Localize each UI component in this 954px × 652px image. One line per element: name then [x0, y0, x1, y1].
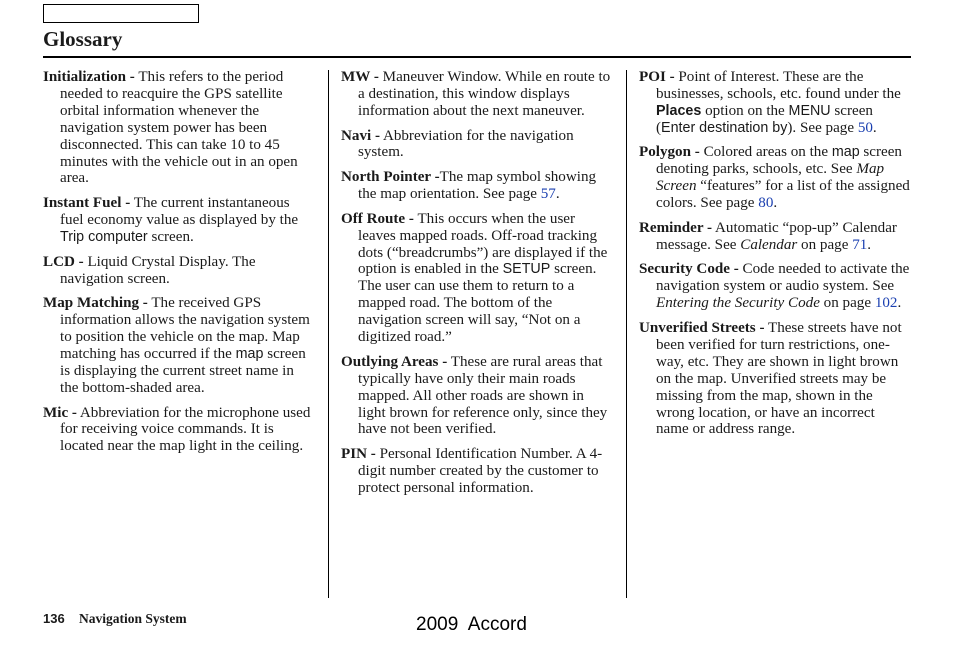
- footer-model: 2009 Accord: [416, 614, 527, 635]
- header-rule: [43, 56, 911, 58]
- ui-label-enter-destination-by: Enter destination by: [661, 119, 788, 136]
- entry-unverified-streets: Unverified Streets - These streets have not been verified for turn restrictions, one-way, etc. They are shown in light brown on the map. Unverified streets may be missing from the map, shown in the wrong location, or have an incorrect name or address range.: [639, 319, 902, 438]
- page-number: 136: [43, 611, 65, 626]
- ui-label-map: map: [831, 144, 860, 161]
- page-link-80[interactable]: 80: [758, 195, 774, 212]
- ui-label-trip-computer: Trip computer: [60, 228, 148, 245]
- entry-navi: Navi - Abbreviation for the navigation system.: [341, 127, 574, 161]
- entry-north-pointer: North Pointer -The map symbol showing the map orientation. See page 57.: [341, 169, 597, 203]
- column-2: [341, 69, 611, 505]
- footer-section: Navigation System: [79, 611, 187, 626]
- entry-poi: POI - Point of Interest. These are the businesses, schools, etc. found under the Places option on the MENU screen (Enter destination by). See page 50.: [639, 69, 901, 136]
- entry-instant-fuel: Instant Fuel - The current instantaneous fuel economy value as displayed by the Trip computer screen.: [43, 195, 299, 245]
- page-link-71[interactable]: 71: [852, 236, 868, 253]
- page-link-50[interactable]: 50: [857, 119, 873, 136]
- column-divider-1: [328, 70, 329, 598]
- column-3: [639, 69, 911, 446]
- ui-label-menu: MENU: [788, 102, 831, 119]
- entry-map-matching: Map Matching - The received GPS information allows the navigation system to position the vehicle on the map. Map matching has occurred if the map screen is displaying the current street name in the bottom-shaded area.: [43, 295, 310, 396]
- page-link-57[interactable]: 57: [540, 186, 556, 203]
- header-tab-box: [43, 4, 199, 23]
- entry-pin: PIN - Personal Identification Number. A 4-digit number created by the customer to protect personal information.: [341, 446, 603, 496]
- entry-mw: MW - Maneuver Window. While en route to a destination, this window displays information about the next maneuver.: [341, 69, 611, 119]
- entry-initialization: Initialization - This refers to the period needed to reacquire the GPS satellite orbital information whenever the navigation system power has been disconnected. This can take 10 to 45 minutes with the vehicle out in an open area.: [43, 69, 298, 187]
- entry-outlying-areas: Outlying Areas - These are rural areas that typically have only their main roads mapped. All other roads are shown in light brown for reference only, since they have not been verified.: [341, 353, 608, 438]
- entry-lcd: LCD - Liquid Crystal Display. The navigation screen.: [43, 253, 256, 287]
- entry-security-code: Security Code - Code needed to activate the navigation system or audio system. See Entering the Security Code on page 102.: [639, 261, 910, 312]
- ui-label-places: Places: [656, 102, 702, 119]
- ui-label-setup: SETUP: [502, 261, 551, 278]
- ui-label-map: map: [235, 345, 264, 362]
- column-1: [43, 69, 315, 463]
- page-title: Glossary: [43, 27, 123, 51]
- column-divider-2: [626, 70, 627, 598]
- page-link-102[interactable]: 102: [874, 295, 898, 312]
- entry-reminder: Reminder - Automatic “pop-up” Calendar message. See Calendar on page 71.: [639, 219, 897, 253]
- entry-mic: Mic - Abbreviation for the microphone used for receiving voice commands. It is located near the map light in the ceiling.: [43, 404, 311, 455]
- entry-off-route: Off Route - This occurs when the user leaves mapped roads. Off-road tracking dots (“breadcrumbs”) are displayed if the option is enabled in the SETUP screen. The user can use them to return to a mapped road. The bottom of the navigation screen will say, “Not on a digitized road.”: [341, 210, 608, 346]
- entry-polygon: Polygon - Colored areas on the map screen denoting parks, schools, etc. See Map Screen “features” for a list of the assigned colors. See page 80.: [639, 144, 910, 212]
